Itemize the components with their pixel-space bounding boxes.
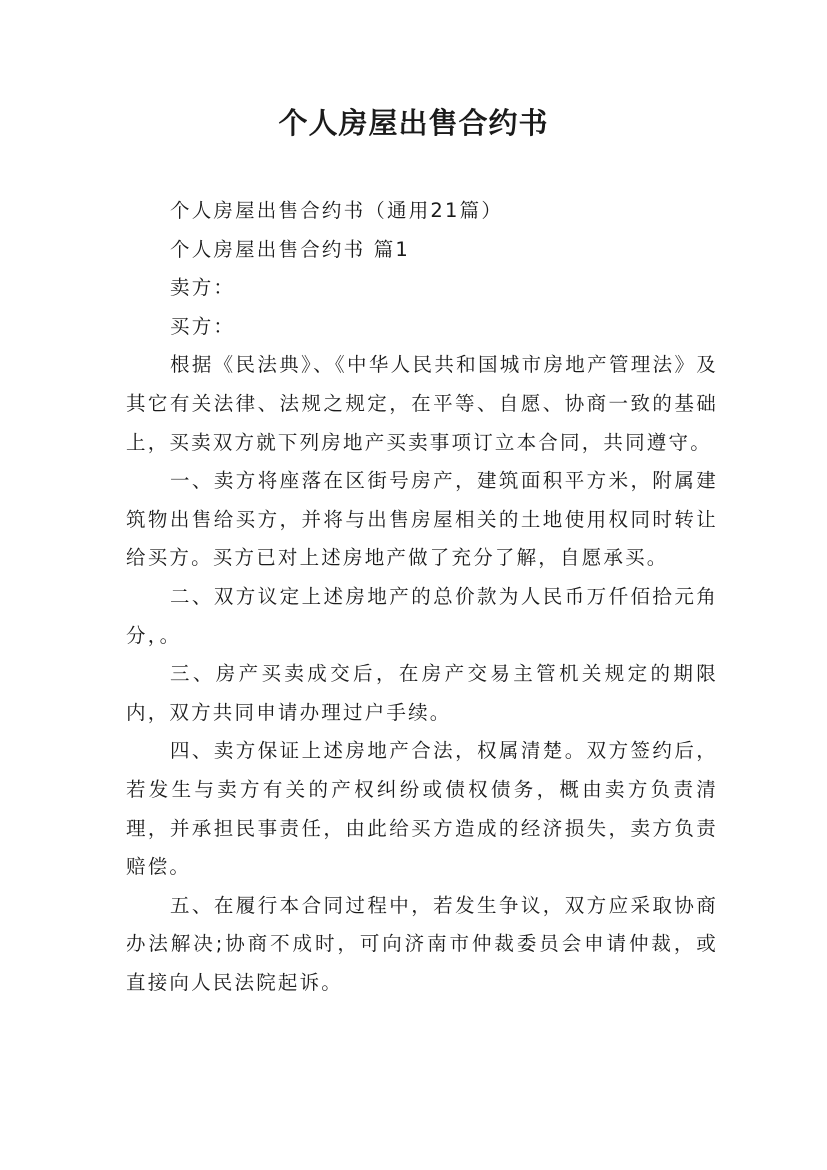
paragraph-buyer: 买方： [170,314,236,338]
paragraph-section-heading: 个人房屋出售合约书 篇1 [170,237,411,261]
paragraph-subtitle: 个人房屋出售合约书（通用21篇） [170,199,504,222]
paragraph-clause-3: 三、房产买卖成交后，在房产交易主管机关规定的期限内，双方共同申请办理过户手续。 [126,662,718,724]
paragraph-seller: 卖方： [170,276,236,300]
paragraph-clause-4: 四、卖方保证上述房地产合法，权属清楚。双方签约后，若发生与卖方有关的产权纠纷或债权债务，概由卖方负责清理，并承担民事责任，由此给买方造成的经济损失，卖方负责赔偿。 [126,739,718,879]
document-title: 个人房屋出售合约书 [278,106,549,140]
paragraph-clause-2: 二、双方议定上述房地产的总价款为人民币万仟佰拾元角分，。 [126,584,718,647]
document-body [126,192,718,1002]
paragraph-clause-5: 五、在履行本合同过程中，若发生争议，双方应采取协商办法解决;协商不成时，可向济南市仲裁委员会申请仲裁，或直接向人民法院起诉。 [126,893,718,994]
paragraph-preamble: 根据《民法典》、《中华人民共和国城市房地产管理法》及其它有关法律、法规之规定，在平等、自愿、协商一致的基础上，买卖双方就下列房地产买卖事项订立本合同，共同遵守。 [126,353,718,454]
paragraph-clause-1: 一、卖方将座落在区街号房产，建筑面积平方米，附属建筑物出售给买方，并将与出售房屋相关的土地使用权同时转让给买方。买方已对上述房地产做了充分了解，自愿承买。 [126,469,718,570]
